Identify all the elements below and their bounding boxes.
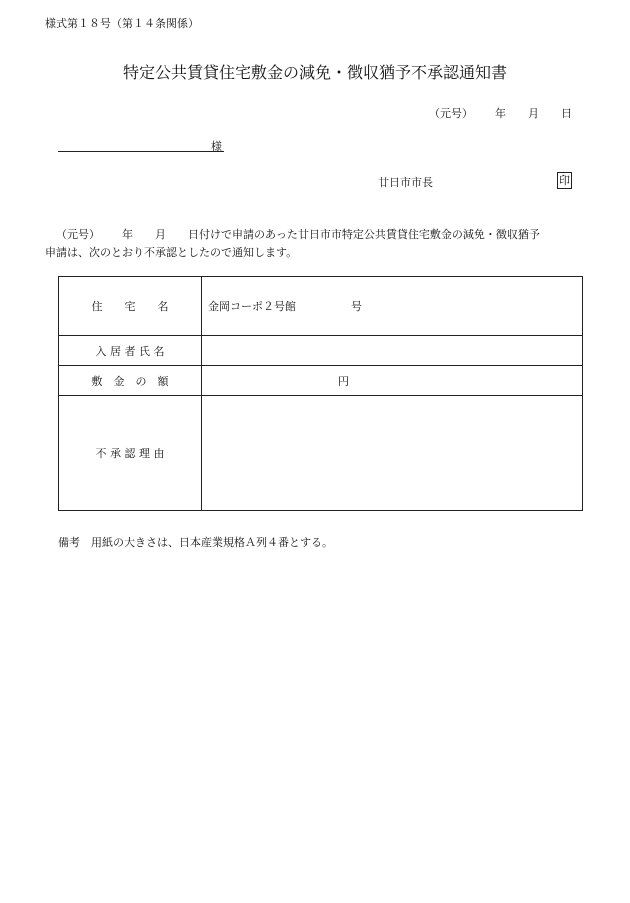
residence-value-cell — [202, 277, 583, 336]
form-number: 様式第１８号（第１４条関係） — [45, 17, 199, 30]
body-year: 年 — [122, 228, 133, 241]
body-line1-rest: 日付けで申請のあった廿日市市特定公共賃貸住宅敷金の減免・徴収猶予 — [188, 228, 540, 241]
addressee-blank-line — [58, 151, 224, 152]
deposit-value-cell — [202, 366, 583, 396]
residence-value: 金岡コーポ２号館 — [208, 300, 296, 313]
residence-suffix: 号 — [351, 300, 362, 313]
seal-mark: 印 — [559, 174, 570, 187]
reason-label: 不 承 認 理 由 — [59, 396, 202, 511]
resident-value-cell — [202, 336, 583, 366]
date-era: （元号） — [429, 107, 473, 120]
date-year: 年 — [495, 107, 506, 120]
reason-value-cell — [202, 396, 583, 511]
residence-label: 住 宅 名 — [59, 277, 202, 336]
addressee-suffix: 様 — [211, 140, 222, 153]
date-day: 日 — [561, 107, 572, 120]
notice-body — [45, 226, 590, 262]
date-line — [429, 105, 572, 121]
deposit-unit: 円 — [338, 374, 349, 388]
footnote: 備考 用紙の大きさは、日本産業規格Ａ列４番とする。 — [58, 536, 333, 549]
table-row-resident — [59, 336, 583, 366]
issuer-name: 廿日市市長 — [378, 176, 433, 189]
deposit-label: 敷 金 の 額 — [59, 366, 202, 396]
details-table — [58, 276, 583, 511]
table-row-reason — [59, 396, 583, 511]
date-month: 月 — [528, 107, 539, 120]
resident-label: 入 居 者 氏 名 — [59, 336, 202, 366]
table-row-deposit — [59, 366, 583, 396]
body-era: （元号） — [56, 228, 100, 241]
body-month: 月 — [155, 228, 166, 241]
document-title: 特定公共賃貸住宅敷金の減免・徴収猶予不承認通知書 — [122, 63, 507, 82]
table-row-residence — [59, 277, 583, 336]
body-line2: 申請は、次のとおり不承認としたので通知します。 — [45, 246, 298, 259]
